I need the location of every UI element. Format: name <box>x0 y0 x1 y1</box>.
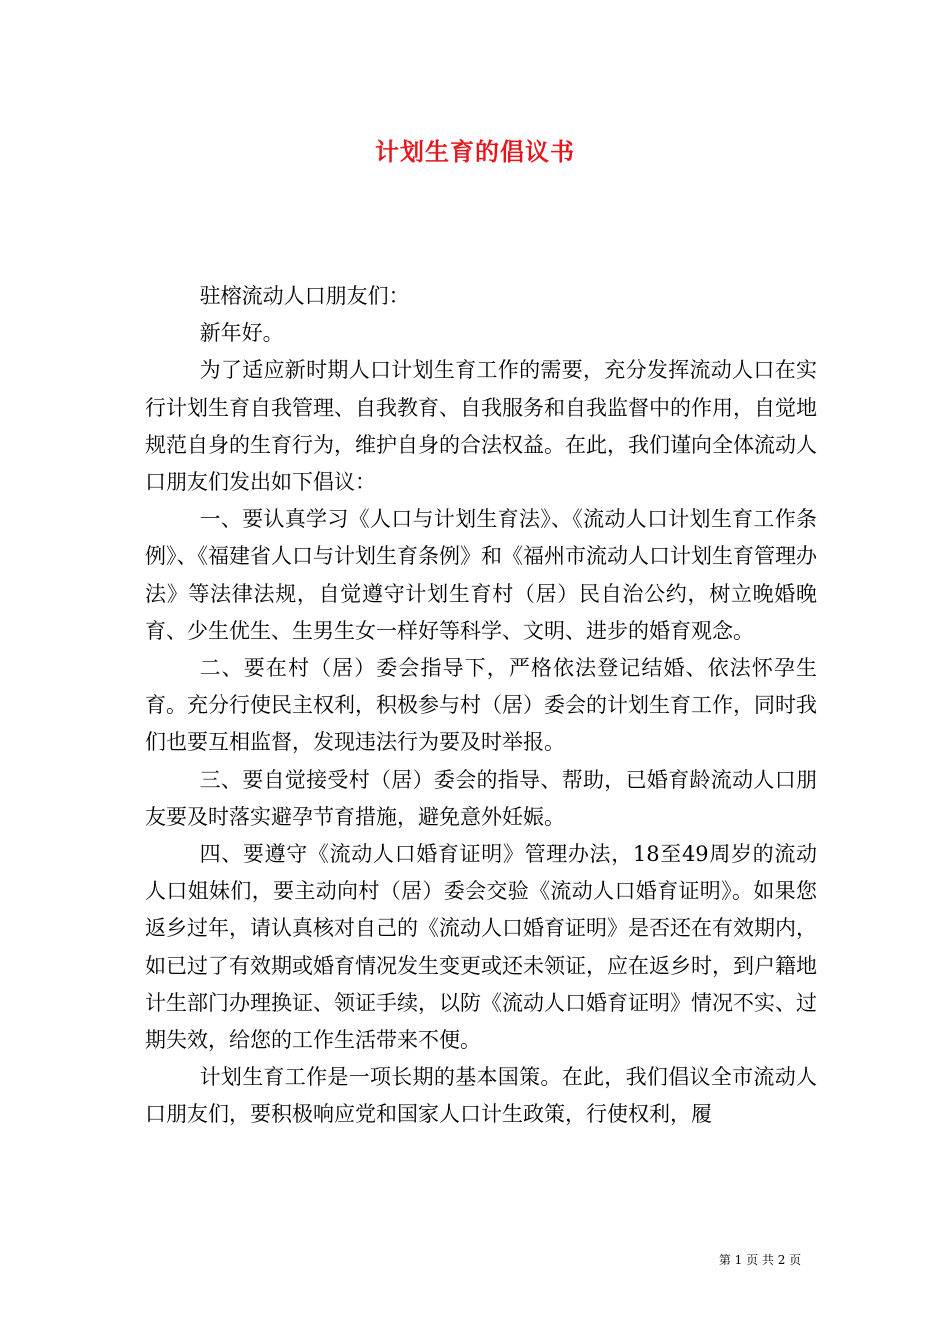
proposal-item-2: 二、要在村（居）委会指导下，严格依法登记结婚、依法怀孕生育。充分行使民主权利，积极参与村（居）委会的计划生育工作，同时我们也要互相监督，发现违法行为要及时举报。 <box>145 656 817 755</box>
closing-paragraph: 计划生育工作是一项长期的基本国策。在此，我们倡议全市流动人口朋友们，要积极响应党和国家人口计生政策，行使权利，履 <box>145 1065 817 1127</box>
proposal-item-3: 三、要自觉接受村（居）委会的指导、帮助，已婚育龄流动人口朋友要及时落实避孕节育措施，避免意外妊娠。 <box>145 767 817 829</box>
salutation: 驻榕流动人口朋友们： <box>199 284 410 308</box>
intro-paragraph: 为了适应新时期人口计划生育工作的需要，充分发挥流动人口在实行计划生育自我管理、自我教育、自我服务和自我监督中的作用，自觉地规范自身的生育行为，维护自身的合法权益。在此，我们谨向全体流动人口朋友们发出如下倡议： <box>145 358 817 495</box>
proposal-item-4: 四、要遵守《流动人口婚育证明》管理办法，18至49周岁的流动人口姐妹们，要主动向村（居）委会交验《流动人口婚育证明》。如果您返乡过年，请认真核对自己的《流动人口婚育证明》是否还在有效期内，如已过了有效期或婚育情况发生变更或还未领证，应在返乡时，到户籍地计生部门办理换证、领证手续，以防《流动人口婚育证明》情况不实、过期失效，给您的工作生活带来不便。 <box>145 842 817 1053</box>
document-body <box>145 278 817 1134</box>
proposal-item-1: 一、要认真学习《人口与计划生育法》、《流动人口计划生育工作条例》、《福建省人口与计划生育条例》和《福州市流动人口计划生育管理办法》等法律法规，自觉遵守计划生育村（居）民自治公约，树立晚婚晚育、少生优生、生男生女一样好等科学、文明、进步的婚育观念。 <box>145 507 817 643</box>
page-number-footer: 第 1 页 共 2 页 <box>718 1253 802 1267</box>
document-title: 计划生育的倡议书 <box>375 137 575 166</box>
greeting: 新年好。 <box>199 321 284 346</box>
